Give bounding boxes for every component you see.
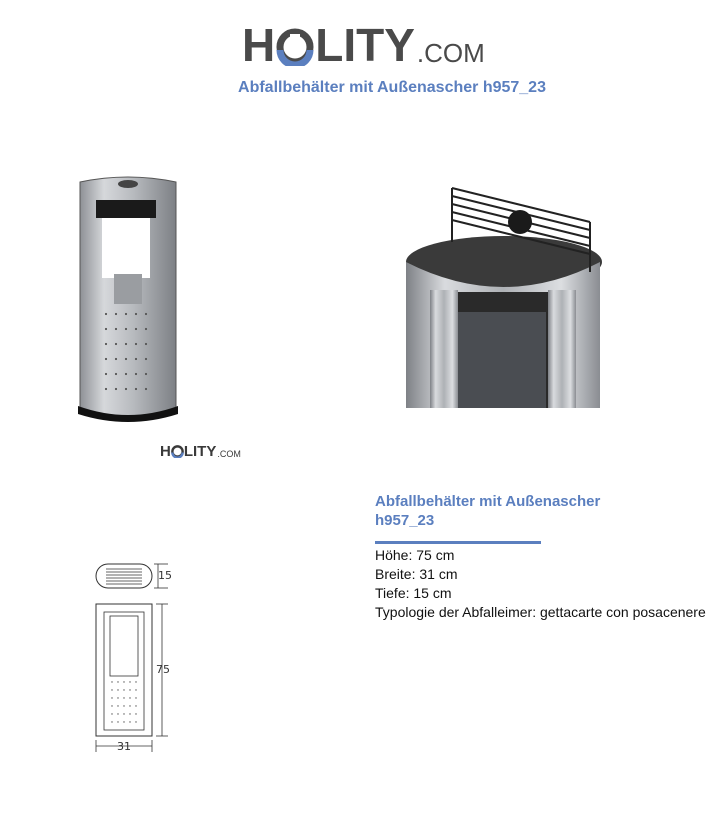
- spec-width: Breite: 31 cm: [375, 566, 458, 582]
- watermark-logo: [160, 444, 241, 459]
- depth-dimension-label: 15: [158, 569, 172, 582]
- product-heading-line1: Abfallbehälter mit Außenascher: [375, 493, 601, 510]
- watermark-text-h: H: [160, 443, 171, 460]
- spec-type: Typologie der Abfalleimer: gettacarte con posacenere: [375, 604, 706, 620]
- brand-logo[interactable]: [242, 18, 485, 71]
- product-heading: [375, 492, 665, 530]
- spec-depth: Tiefe: 15 cm: [375, 585, 452, 601]
- watermark-o-icon: [171, 445, 184, 458]
- width-dimension-label: 31: [117, 740, 131, 753]
- page-title: Abfallbehälter mit Außenascher h957_23: [238, 79, 546, 96]
- product-heading-line2: h957_23: [375, 512, 435, 529]
- product-image-main[interactable]: [76, 174, 180, 426]
- spec-height: Höhe: 75 cm: [375, 547, 455, 563]
- logo-text-lity: LITY: [315, 19, 415, 71]
- logo-text-h: H: [242, 19, 276, 71]
- heading-divider: [375, 541, 541, 544]
- logo-o-icon: [276, 28, 314, 66]
- product-image-detail[interactable]: [400, 182, 606, 408]
- watermark-suffix: .COM: [217, 449, 241, 459]
- product-specs: [375, 546, 706, 622]
- logo-suffix: .COM: [416, 38, 485, 68]
- watermark-text-lity: LITY: [183, 443, 217, 460]
- technical-drawing: [88, 556, 178, 756]
- height-dimension-label: 75: [156, 663, 170, 676]
